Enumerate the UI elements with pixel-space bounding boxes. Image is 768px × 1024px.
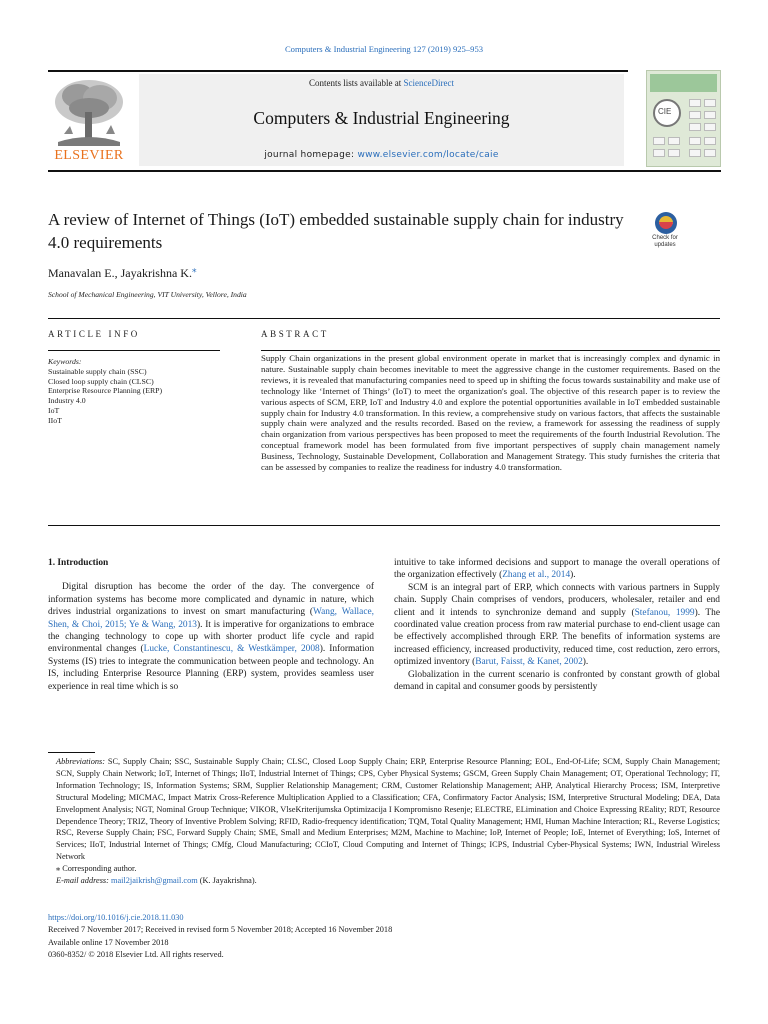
email-footnote (48, 875, 720, 887)
journal-cover-thumbnail[interactable] (646, 70, 721, 167)
article-title: A review of Internet of Things (IoT) embedded sustainable supply chain for industry 4.0 requirements (48, 210, 624, 252)
journal-title: Computers & Industrial Engineering (253, 108, 510, 128)
abbreviations-footnote (48, 756, 720, 863)
continued-paragraph (394, 557, 720, 582)
keyword-item: Enterprise Resource Planning (ERP) (48, 386, 163, 396)
keyword-item: Sustainable supply chain (SSC) (48, 366, 147, 376)
journal-homepage (139, 150, 624, 160)
cover-cell (704, 111, 716, 119)
article-info-rule (48, 350, 220, 351)
email-label: E-mail address: (56, 876, 109, 886)
paragraph-text: ). It is imperative for organizations to embrace the changing technology to cope up with shorter product life cycle and rapid environmental changes ( (48, 619, 374, 655)
paragraph-text: ). (570, 570, 576, 581)
intro-paragraph (48, 581, 374, 693)
abstract-heading: ABSTRACT (261, 329, 329, 339)
received-dates: Received 7 November 2017; Received in revised form 5 November 2018; Accepted 16 November 2018 (48, 925, 393, 935)
journal-reference-link[interactable]: Computers & Industrial Engineering 127 (2019) 925–953 (284, 44, 484, 54)
available-online-date: Available online 17 November 2018 (48, 937, 169, 947)
cover-cell (689, 123, 701, 131)
contents-prefix: Contents lists available at (309, 78, 404, 88)
paragraph-text: SCM is an integral part of ERP, which connects with various partners in Supply chain. Supply Chain comprises of vendors, producers, wholesaler, retailer and end client and it intends to synchronize demand and supply ( (394, 582, 720, 618)
cover-cell (653, 137, 665, 145)
corresponding-author-link[interactable]: ⁎ (191, 264, 197, 274)
cover-cell (704, 99, 716, 107)
globalization-paragraph: Globalization in the current scenario is confronted by constant growth of global demand in capital and consumer goods by persistently (394, 669, 720, 693)
homepage-link[interactable]: www.elsevier.com/locate/caie (357, 150, 499, 160)
keyword-item: IoT (48, 405, 60, 415)
footnotes (48, 756, 720, 887)
check-updates-label: Check for updates (652, 235, 678, 248)
footnote-rule (48, 752, 95, 753)
keyword-item: Industry 4.0 (48, 396, 86, 406)
elsevier-wordmark: ELSEVIER (54, 148, 124, 163)
sciencedirect-link[interactable]: ScienceDirect (403, 78, 454, 88)
author-affiliation: School of Mechanical Engineering, VIT University, Vellore, India (48, 290, 247, 299)
citation-link[interactable]: Lucke, Constantinescu, & Westkämper, 2008 (143, 644, 320, 655)
corresponding-author-note: ⁎ Corresponding author. (56, 864, 137, 874)
abstract-rule (261, 350, 720, 351)
paragraph-text: Digital disruption has become the order of the day. The convergence of information systems has become more complicated and dynamic in nature, which drives industrial organizations to invest on smart manufacturing ( (48, 582, 374, 618)
cover-cell (653, 149, 665, 157)
publication-metadata (48, 912, 720, 962)
citation-link[interactable]: Wang, Wallace, Shen, & Choi, 2015; Ye & Wang, 2013 (48, 607, 374, 630)
contents-availability (139, 78, 624, 88)
abstract-text: Supply Chain organizations in the present global environment operate in market that is increasingly complex and dynamic in nature. Sustainable supply chain becomes inevitable to meet the aggressive change in the customer requirements. Based on the reviews, it is revealed that manufacturing companies need to speed up in shifting the focus towards sustainability and make use of technology like ‘Internet of Things’ (IoT) to meet the organization's goal. The objective of this research paper is to review the various aspects of SCM, ERP, IoT and Industry 4.0 and explore the potential opportunities available in IoT embedded sustainable supply chain for Industry 4.0 transformation. In this review, a comprehensive study on various factors, that affects the sustainable supply chain were analyzed and the results recorded. Based on the review, a framework for assessing the readiness of supply chain organization from various perspectives has been proposed to meet the requirements of the fourth Industrial Revolution. The conceptual framework model has been formulated from five important perspectives of supply chain management namely Business, Technology, Sustainable Development, Collaboration and Management Strategy. This study furnishes the criteria that can be assessed by companies to realize the readiness for industry 4.0 transformation. (261, 353, 720, 473)
abbreviations-text: SC, Supply Chain; SSC, Sustainable Supply Chain; CLSC, Closed Loop Supply Chain; ERP, Enterprise Resource Planning; EOL, End-Of-Life; SCM, Supply Chain Management; SCN, Supply Chain Network; IoT, Internet of Things; IIoT, Industrial Internet of Things; CPS, Cyber Physical Systems; GSCM, Green Supply Chain Management; OT, Operational Technology; IT, Information Technology; IS, Information Systems; SRM, Supplier Relationship Management; CRM, Customer Relationship Management; AHP, Analytical Hierarchy Process; ISM, Interpretive Structural Modeling; MICMAC, Impact Matrix Cross-Reference Multiplication Applied to a Classification; CFA, Confirmatory Factor Analysis; ISM, Interpretive Structural Modeling; DEA, Data Envelopment Analysis; NGT, Nominal Group Technique; VIKOR, VlseKriterijumska Optimizacija I Kompromisno Resenje; ELECTRE, ELimination and Choice Expressing REality; RDT, Resource Dependence Theory; TRIZ, Theory of Inventive Problem Solving; RFID, Radio-frequency identification; TQM, Total Quality Management; HMI, Human Machine Interaction; RL, Reverse Logistics; RSC, Reverse Supply Chain; FSC, Forward Supply Chain; SME, Small and Medium Enterprises; M2M, Machine to Machine; IoP, Internet of People; IoE, Internet of Everything; IoS, Internet of Services; IIoT, Industrial Internet of Things; CMfg, Cloud Manufacturing; CCIoT, Cloud Computing and Internet of Things; ICPS, Industrial Cyber-Physical Systems; IWN, Industrial Wireless Network (56, 757, 720, 862)
author-list (48, 264, 196, 281)
cover-title-band (650, 74, 717, 92)
cover-cell (704, 149, 716, 157)
abstract-bottom-rule (48, 525, 720, 526)
cover-cell (704, 123, 716, 131)
cover-cell (689, 99, 701, 107)
article-info-heading: ARTICLE INFO (48, 329, 140, 339)
journal-masthead (48, 70, 721, 172)
cover-cell (689, 137, 701, 145)
masthead-bottom-rule (48, 170, 721, 172)
keyword-item: IIoT (48, 415, 62, 425)
paragraph-text: intuitive to take informed decisions and support to manage the overall operations of the organization effectively ( (394, 558, 720, 581)
keywords-label: Keywords: (48, 357, 82, 366)
paragraph-text: ). (582, 657, 589, 668)
cover-cell (668, 149, 680, 157)
citation-link[interactable]: Zhang et al., 2014 (502, 570, 571, 581)
body-left-column (48, 557, 374, 693)
check-updates-icon (655, 212, 677, 234)
masthead-top-rule (48, 70, 628, 72)
abbreviations-label: Abbreviations: (56, 757, 106, 766)
cover-emblem (653, 99, 681, 127)
author-names: Manavalan E., Jayakrishna K. (48, 266, 192, 280)
cover-cell (689, 111, 701, 119)
paragraph-text: ). Information Systems (IS) tries to integrate the communication between people and technology. An IS, including Enterprise Resource Planning (ERP) system, provides seamless user experience in real time which is so (48, 644, 375, 692)
email-link[interactable]: mail2jaikrish@gmail.com (111, 876, 198, 886)
scm-paragraph (394, 582, 720, 669)
citation-link[interactable]: Barut, Faisst, & Kanet, 2002 (475, 657, 583, 668)
email-suffix: (K. Jayakrishna). (197, 876, 257, 886)
keywords-block (48, 357, 218, 426)
check-for-updates-button[interactable] (645, 212, 685, 256)
paragraph-text: ). The coordinated value creation process from raw material purchase to end-client usage can be effectively accomplished through ERP. The benefits of information systems are increased efficiency, increased productivity, reduced time, cost reduction, zero errors, optimized inventory ( (394, 607, 721, 668)
copyright-notice: 0360-8352/ © 2018 Elsevier Ltd. All rights reserved. (48, 950, 224, 960)
doi-link[interactable]: https://doi.org/10.1016/j.cie.2018.11.030 (48, 913, 184, 922)
body-right-column (394, 557, 720, 693)
citation-link[interactable]: Stefanou, 1999 (634, 607, 695, 618)
section-top-rule (48, 318, 720, 319)
section-heading-introduction: 1. Introduction (48, 558, 109, 568)
cover-cell (704, 137, 716, 145)
homepage-prefix: journal homepage: (264, 150, 358, 160)
cover-cell (668, 137, 680, 145)
cover-cell (689, 149, 701, 157)
keyword-item: Closed loop supply chain (CLSC) (48, 376, 154, 386)
